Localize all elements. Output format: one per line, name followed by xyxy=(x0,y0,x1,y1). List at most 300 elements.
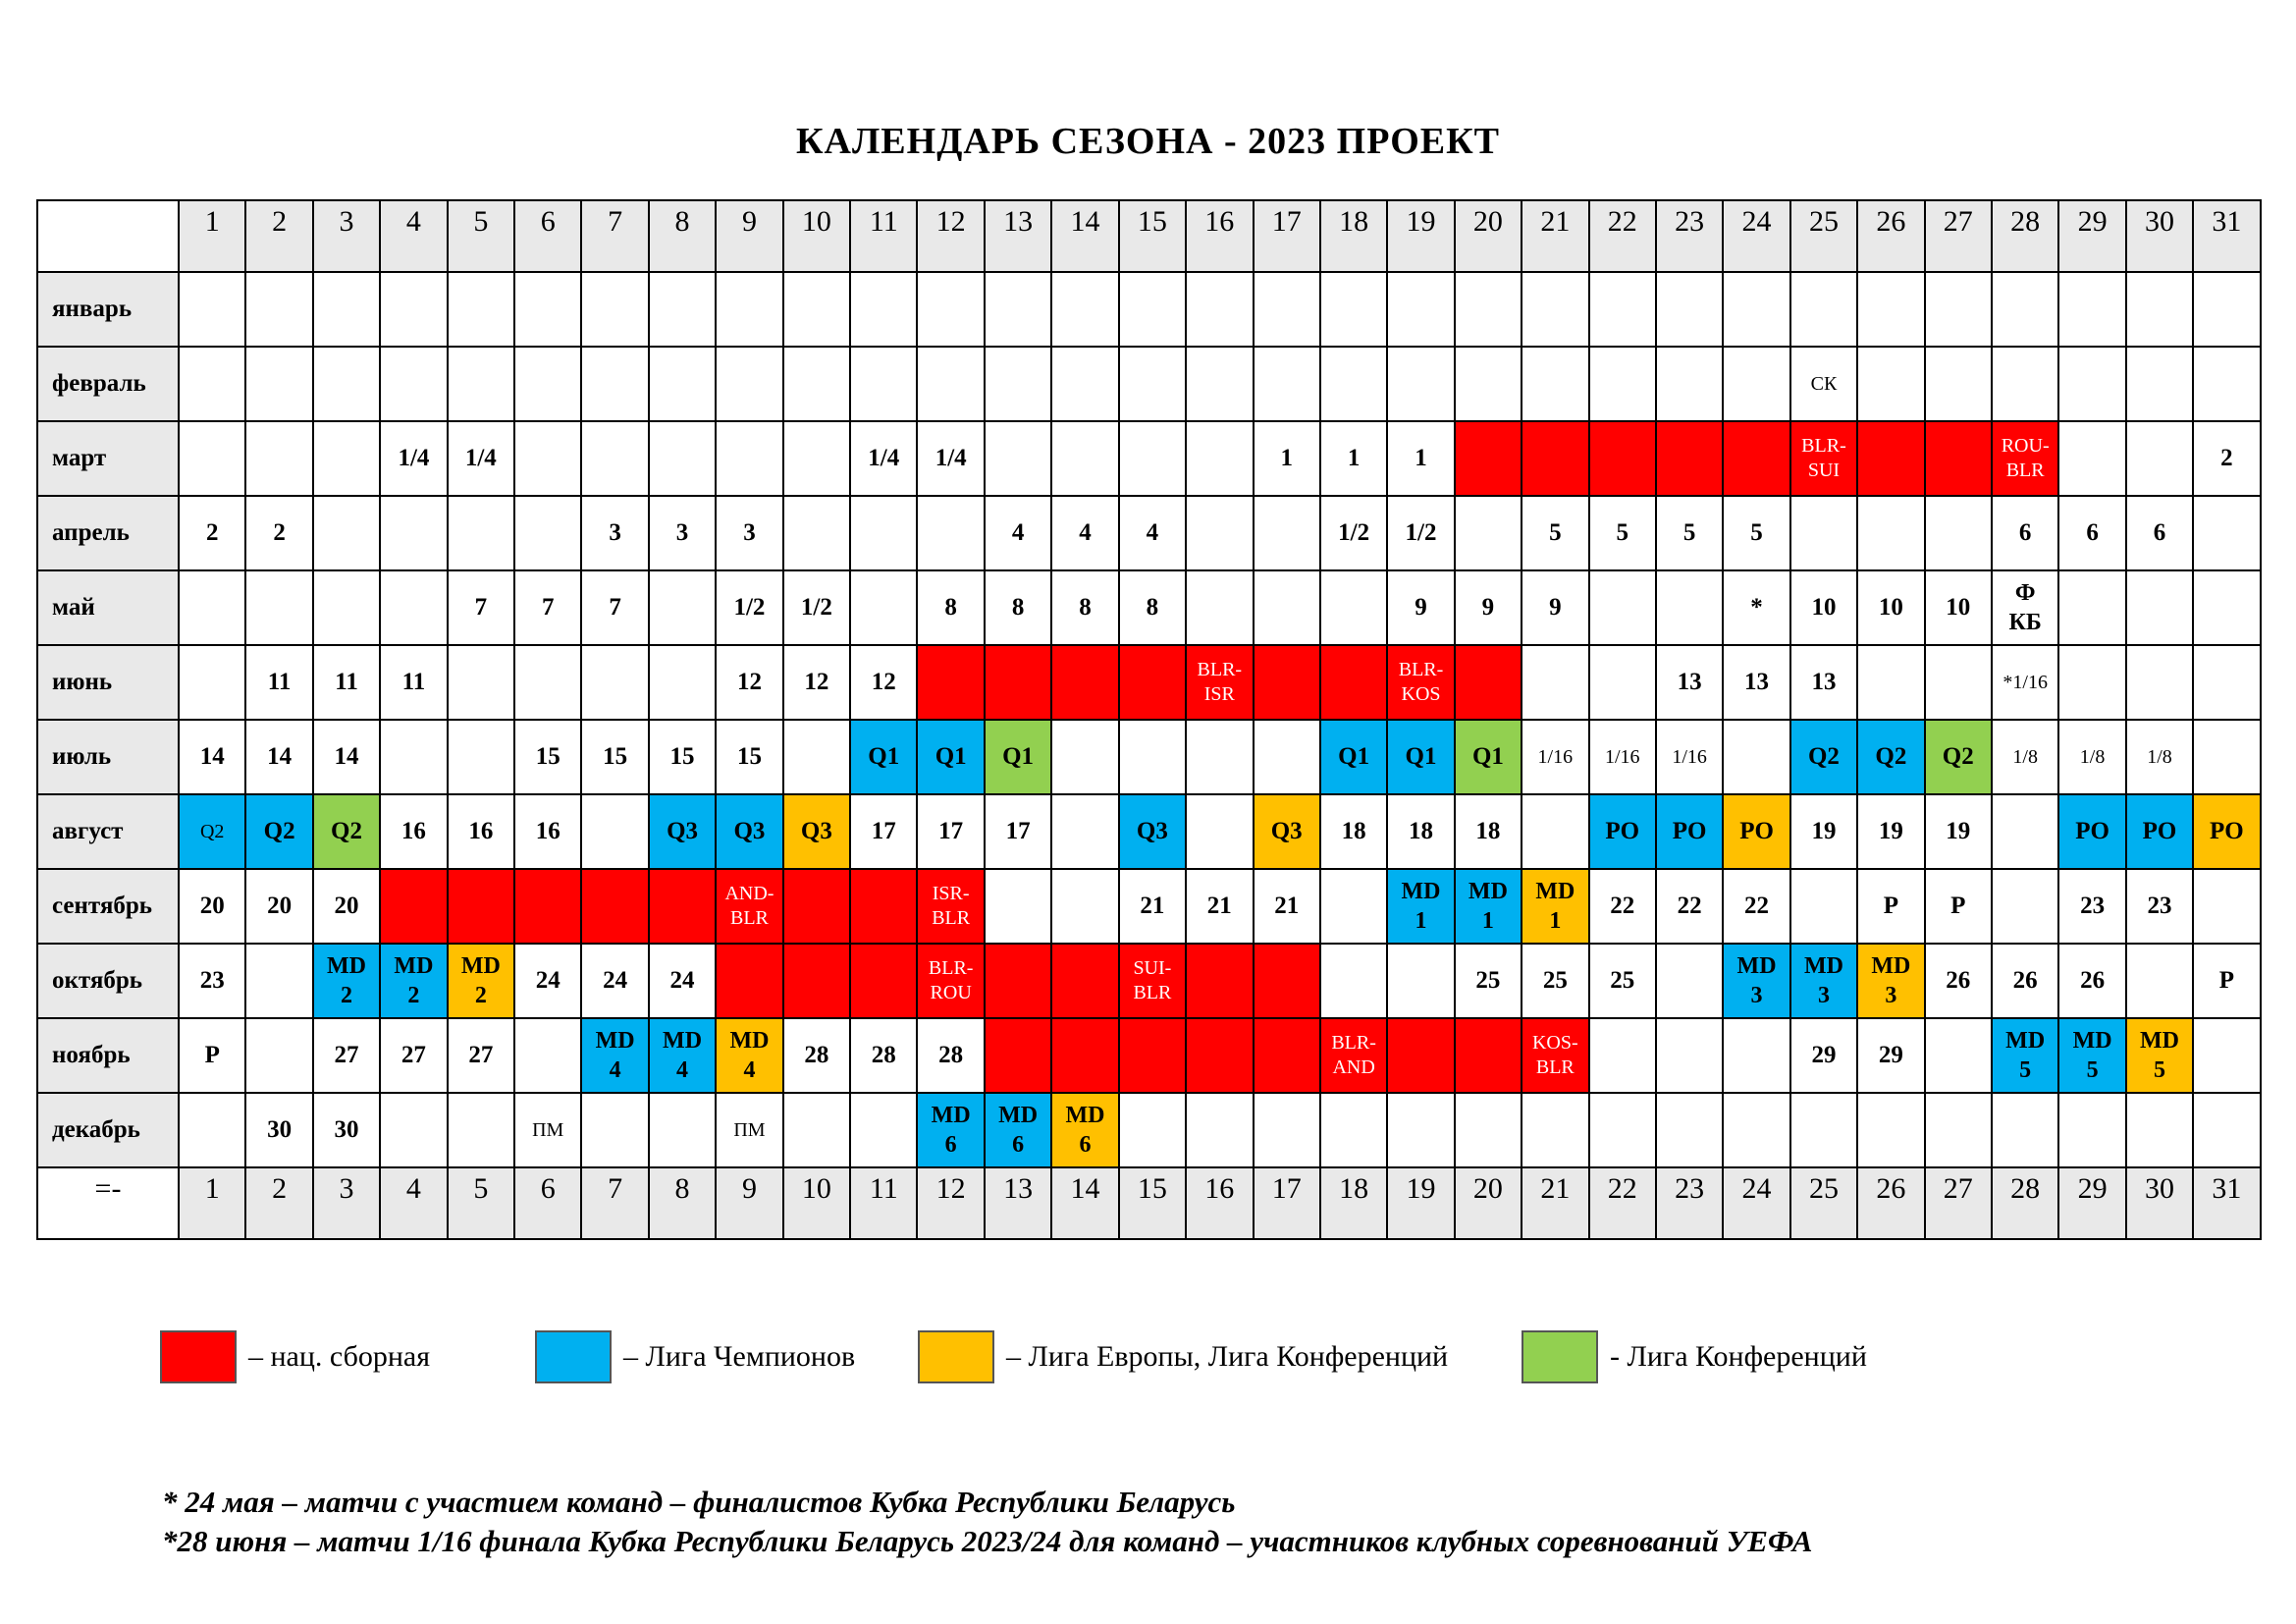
day-number: 18 xyxy=(1320,1167,1387,1239)
day-cell xyxy=(1723,1093,1789,1167)
cell-text: MD xyxy=(663,1028,703,1054)
footer-row xyxy=(37,1167,2261,1239)
cell-text: 6 xyxy=(1079,1132,1092,1158)
day-cell: 9 xyxy=(1455,570,1522,645)
month-label: март xyxy=(37,421,179,496)
day-cell xyxy=(1119,944,1186,1018)
cell-text: 4 xyxy=(676,1057,689,1083)
day-cell: СК xyxy=(1790,347,1857,421)
cell-text: SUI- xyxy=(1133,957,1172,979)
day-number: 12 xyxy=(917,1167,984,1239)
day-cell xyxy=(1254,944,1320,1018)
day-cell xyxy=(1522,421,1588,496)
day-number: 23 xyxy=(1656,200,1723,272)
day-cell: 20 xyxy=(179,869,245,944)
day-cell: 1/16 xyxy=(1522,720,1588,794)
day-cell xyxy=(245,570,312,645)
day-cell xyxy=(1723,1018,1789,1093)
day-cell xyxy=(1320,645,1387,720)
day-cell: 18 xyxy=(1387,794,1454,869)
cell-text: 5 xyxy=(2019,1057,2032,1083)
day-cell: 24 xyxy=(514,944,581,1018)
day-cell xyxy=(783,869,850,944)
cell-text: MD xyxy=(2005,1028,2046,1054)
day-cell: Q2 xyxy=(1857,720,1924,794)
day-cell xyxy=(581,645,648,720)
cell-text: MD xyxy=(1535,879,1575,904)
day-cell xyxy=(850,347,917,421)
day-cell: ПМ xyxy=(514,1093,581,1167)
day-number: 18 xyxy=(1320,200,1387,272)
day-cell xyxy=(1387,645,1454,720)
day-number: 3 xyxy=(313,1167,380,1239)
day-number: 25 xyxy=(1790,200,1857,272)
day-cell: 10 xyxy=(1857,570,1924,645)
day-cell xyxy=(1925,272,1992,347)
day-cell xyxy=(448,496,514,570)
day-cell xyxy=(1925,421,1992,496)
day-cell: 8 xyxy=(1119,570,1186,645)
day-cell: 8 xyxy=(985,570,1051,645)
legend-label: - Лига Конференций xyxy=(1610,1340,1867,1373)
day-cell xyxy=(1522,1018,1588,1093)
day-cell xyxy=(1656,944,1723,1018)
day-cell xyxy=(2193,496,2260,570)
day-cell xyxy=(1320,944,1387,1018)
day-number: 10 xyxy=(783,1167,850,1239)
day-cell xyxy=(985,1093,1051,1167)
day-cell: 23 xyxy=(2126,869,2193,944)
day-cell: Q1 xyxy=(850,720,917,794)
cell-text: MD xyxy=(1065,1103,1105,1128)
day-cell: 6 xyxy=(1992,496,2058,570)
day-cell xyxy=(380,496,447,570)
day-cell xyxy=(1119,1093,1186,1167)
cell-text: 6 xyxy=(1012,1132,1025,1158)
day-cell: 1/2 xyxy=(1320,496,1387,570)
day-cell: 16 xyxy=(448,794,514,869)
day-cell: Q1 xyxy=(1455,720,1522,794)
day-cell: 4 xyxy=(1119,496,1186,570)
day-cell xyxy=(245,347,312,421)
day-number: 28 xyxy=(1992,200,2058,272)
month-row xyxy=(37,944,2261,1018)
day-cell: PO xyxy=(1723,794,1789,869)
day-number: 27 xyxy=(1925,1167,1992,1239)
legend-swatch xyxy=(918,1330,994,1383)
day-cell xyxy=(581,421,648,496)
day-cell xyxy=(1387,347,1454,421)
day-cell: Р xyxy=(1925,869,1992,944)
day-cell: 3 xyxy=(716,496,782,570)
day-cell: 2 xyxy=(2193,421,2260,496)
day-cell: 24 xyxy=(649,944,716,1018)
cell-text: BLR- xyxy=(1331,1032,1376,1054)
day-cell xyxy=(1992,570,2058,645)
day-cell xyxy=(179,570,245,645)
day-cell xyxy=(783,421,850,496)
day-number: 31 xyxy=(2193,200,2260,272)
month-label: апрель xyxy=(37,496,179,570)
day-number: 19 xyxy=(1387,200,1454,272)
day-cell: 13 xyxy=(1790,645,1857,720)
cell-text: BLR xyxy=(730,907,769,929)
month-label: сентябрь xyxy=(37,869,179,944)
day-number: 16 xyxy=(1186,1167,1253,1239)
day-cell: 26 xyxy=(1992,944,2058,1018)
day-cell: 11 xyxy=(245,645,312,720)
month-row xyxy=(37,570,2261,645)
day-cell xyxy=(1992,794,2058,869)
day-cell xyxy=(1790,496,1857,570)
day-cell: * xyxy=(1723,570,1789,645)
legend-swatch xyxy=(1522,1330,1598,1383)
day-number: 26 xyxy=(1857,1167,1924,1239)
day-cell xyxy=(1455,1018,1522,1093)
day-number: 14 xyxy=(1051,200,1118,272)
cell-text: 4 xyxy=(743,1057,756,1083)
day-cell xyxy=(716,944,782,1018)
day-cell xyxy=(1589,347,1656,421)
cell-text: 1 xyxy=(1481,908,1494,934)
day-cell xyxy=(1589,421,1656,496)
cell-text: КБ xyxy=(2008,610,2042,635)
day-cell xyxy=(1387,1018,1454,1093)
day-cell xyxy=(850,272,917,347)
day-cell xyxy=(1790,869,1857,944)
day-cell xyxy=(1186,347,1253,421)
day-number: 2 xyxy=(245,200,312,272)
day-number: 7 xyxy=(581,1167,648,1239)
day-cell xyxy=(1723,944,1789,1018)
day-cell xyxy=(1387,869,1454,944)
legend xyxy=(0,1330,2296,1389)
day-cell xyxy=(1992,272,2058,347)
day-cell xyxy=(1522,645,1588,720)
cell-text: MD xyxy=(327,953,366,979)
cell-text: MD xyxy=(595,1028,635,1054)
day-cell: 21 xyxy=(1254,869,1320,944)
day-cell: 12 xyxy=(850,645,917,720)
day-cell: 3 xyxy=(581,496,648,570)
day-cell xyxy=(1723,421,1789,496)
day-cell xyxy=(1857,944,1924,1018)
day-number: 22 xyxy=(1589,200,1656,272)
day-cell: 1/8 xyxy=(1992,720,2058,794)
day-cell: 1/4 xyxy=(850,421,917,496)
day-cell xyxy=(514,421,581,496)
day-number: 3 xyxy=(313,200,380,272)
day-cell: Q1 xyxy=(1387,720,1454,794)
day-cell: 1 xyxy=(1387,421,1454,496)
day-cell xyxy=(1119,720,1186,794)
day-number: 12 xyxy=(917,200,984,272)
corner-cell xyxy=(37,200,179,272)
day-cell: Q3 xyxy=(716,794,782,869)
day-number: 8 xyxy=(649,1167,716,1239)
cell-text: MD xyxy=(1871,953,1911,979)
day-cell xyxy=(1925,645,1992,720)
day-cell xyxy=(917,645,984,720)
day-number: 15 xyxy=(1119,200,1186,272)
day-cell xyxy=(1656,1018,1723,1093)
day-cell xyxy=(1857,496,1924,570)
day-number: 28 xyxy=(1992,1167,2058,1239)
cell-text: BLR xyxy=(932,907,971,929)
cell-text: 1 xyxy=(1549,908,1562,934)
day-cell: 10 xyxy=(1925,570,1992,645)
day-number: 9 xyxy=(716,1167,782,1239)
day-cell xyxy=(1857,347,1924,421)
day-cell: 29 xyxy=(1857,1018,1924,1093)
day-cell: PO xyxy=(2193,794,2260,869)
day-cell xyxy=(2058,1018,2125,1093)
cell-text: BLR xyxy=(1133,982,1172,1003)
day-cell xyxy=(1254,1018,1320,1093)
day-cell: 1/8 xyxy=(2058,720,2125,794)
day-cell xyxy=(649,421,716,496)
cell-text: ROU xyxy=(930,982,972,1003)
day-cell: 22 xyxy=(1656,869,1723,944)
day-cell xyxy=(1387,272,1454,347)
day-cell xyxy=(380,347,447,421)
day-cell xyxy=(2058,347,2125,421)
cell-text: MD xyxy=(1401,879,1441,904)
day-cell xyxy=(1254,496,1320,570)
day-cell xyxy=(448,272,514,347)
day-cell xyxy=(716,421,782,496)
day-cell: Q3 xyxy=(783,794,850,869)
day-cell: 1/4 xyxy=(448,421,514,496)
cell-text: AND xyxy=(1332,1056,1375,1078)
day-number: 11 xyxy=(850,1167,917,1239)
day-number: 27 xyxy=(1925,200,1992,272)
day-number: 4 xyxy=(380,200,447,272)
day-number: 8 xyxy=(649,200,716,272)
day-cell: 29 xyxy=(1790,1018,1857,1093)
month-row xyxy=(37,720,2261,794)
day-cell xyxy=(1656,421,1723,496)
day-cell: 21 xyxy=(1119,869,1186,944)
cell-text: BLR- xyxy=(928,957,974,979)
legend-swatch xyxy=(535,1330,612,1383)
day-cell: 21 xyxy=(1186,869,1253,944)
day-cell xyxy=(850,496,917,570)
day-number: 9 xyxy=(716,200,782,272)
cell-text: MD xyxy=(460,953,501,979)
month-row xyxy=(37,496,2261,570)
day-cell xyxy=(1254,645,1320,720)
day-cell xyxy=(1186,1093,1253,1167)
day-cell xyxy=(2058,421,2125,496)
day-cell: 1/2 xyxy=(783,570,850,645)
day-cell xyxy=(649,272,716,347)
day-cell xyxy=(1522,869,1588,944)
day-cell: 22 xyxy=(1723,869,1789,944)
cell-text: 6 xyxy=(944,1132,957,1158)
day-cell xyxy=(179,272,245,347)
corner-cell: =- xyxy=(37,1167,179,1239)
day-cell: PO xyxy=(1589,794,1656,869)
day-cell xyxy=(2126,1093,2193,1167)
day-number: 5 xyxy=(448,200,514,272)
day-cell xyxy=(1589,1093,1656,1167)
month-label: январь xyxy=(37,272,179,347)
day-cell xyxy=(1723,720,1789,794)
day-number: 22 xyxy=(1589,1167,1656,1239)
day-cell xyxy=(1051,869,1118,944)
day-cell xyxy=(1186,570,1253,645)
day-cell xyxy=(514,496,581,570)
day-cell: 14 xyxy=(313,720,380,794)
cell-text: BLR- xyxy=(1398,659,1444,680)
day-cell xyxy=(1320,1018,1387,1093)
day-cell xyxy=(380,570,447,645)
day-cell xyxy=(1857,645,1924,720)
day-cell xyxy=(1320,869,1387,944)
day-cell xyxy=(514,645,581,720)
cell-text: 1 xyxy=(1415,908,1427,934)
day-cell xyxy=(245,1018,312,1093)
day-cell xyxy=(1051,645,1118,720)
day-cell xyxy=(850,570,917,645)
cell-text: MD xyxy=(1803,953,1843,979)
day-cell xyxy=(1051,794,1118,869)
day-number: 20 xyxy=(1455,200,1522,272)
day-cell: 7 xyxy=(581,570,648,645)
day-cell xyxy=(1119,347,1186,421)
day-number: 4 xyxy=(380,1167,447,1239)
day-cell xyxy=(380,869,447,944)
cell-text: MD xyxy=(931,1103,971,1128)
day-number: 7 xyxy=(581,200,648,272)
day-number: 15 xyxy=(1119,1167,1186,1239)
day-cell xyxy=(1119,421,1186,496)
day-number: 24 xyxy=(1723,1167,1789,1239)
month-label: май xyxy=(37,570,179,645)
day-cell xyxy=(2126,1018,2193,1093)
day-cell: Р xyxy=(179,1018,245,1093)
day-number: 11 xyxy=(850,200,917,272)
day-cell: PO xyxy=(2126,794,2193,869)
day-cell: 12 xyxy=(783,645,850,720)
footnotes xyxy=(162,1483,1812,1561)
day-cell xyxy=(1119,645,1186,720)
day-cell xyxy=(649,1093,716,1167)
day-cell xyxy=(1455,421,1522,496)
day-cell xyxy=(1119,1018,1186,1093)
day-number: 21 xyxy=(1522,1167,1588,1239)
day-number: 16 xyxy=(1186,200,1253,272)
day-cell: 12 xyxy=(716,645,782,720)
day-cell xyxy=(2058,570,2125,645)
day-cell: 14 xyxy=(245,720,312,794)
day-cell xyxy=(313,421,380,496)
day-cell: Q3 xyxy=(1254,794,1320,869)
day-cell: 14 xyxy=(179,720,245,794)
day-cell xyxy=(1992,869,2058,944)
day-cell xyxy=(2193,1093,2260,1167)
day-cell: Q1 xyxy=(1320,720,1387,794)
day-cell xyxy=(783,944,850,1018)
day-number: 30 xyxy=(2126,1167,2193,1239)
day-number: 21 xyxy=(1522,200,1588,272)
day-cell: 19 xyxy=(1857,794,1924,869)
day-cell xyxy=(917,347,984,421)
day-cell xyxy=(1455,496,1522,570)
day-cell xyxy=(1992,1018,2058,1093)
day-cell xyxy=(514,272,581,347)
day-cell: 25 xyxy=(1455,944,1522,1018)
day-number: 26 xyxy=(1857,200,1924,272)
cell-text: MD xyxy=(998,1103,1039,1128)
day-cell xyxy=(1051,347,1118,421)
day-cell: 6 xyxy=(2126,496,2193,570)
day-cell xyxy=(1320,347,1387,421)
day-cell: 28 xyxy=(917,1018,984,1093)
day-cell xyxy=(2193,1018,2260,1093)
day-cell xyxy=(1186,272,1253,347)
day-cell xyxy=(2058,1093,2125,1167)
day-cell: 15 xyxy=(649,720,716,794)
day-cell: 9 xyxy=(1387,570,1454,645)
day-cell xyxy=(1522,1093,1588,1167)
day-cell xyxy=(2193,570,2260,645)
cell-text: ISR- xyxy=(932,883,970,904)
day-cell: 5 xyxy=(1723,496,1789,570)
day-number: 29 xyxy=(2058,1167,2125,1239)
day-cell xyxy=(1051,1018,1118,1093)
cell-text: SUI xyxy=(1807,460,1841,481)
day-cell xyxy=(1992,1093,2058,1167)
day-cell xyxy=(2126,272,2193,347)
day-cell: 4 xyxy=(1051,496,1118,570)
day-number: 23 xyxy=(1656,1167,1723,1239)
day-cell xyxy=(1186,794,1253,869)
day-cell xyxy=(448,1093,514,1167)
month-row xyxy=(37,421,2261,496)
day-cell xyxy=(1387,1093,1454,1167)
day-cell xyxy=(1387,944,1454,1018)
cell-text: MD xyxy=(1736,953,1777,979)
day-cell: 15 xyxy=(716,720,782,794)
day-cell xyxy=(581,869,648,944)
day-cell: 19 xyxy=(1925,794,1992,869)
day-cell xyxy=(1992,421,2058,496)
day-cell xyxy=(1723,347,1789,421)
day-cell xyxy=(179,347,245,421)
day-cell xyxy=(2193,347,2260,421)
day-cell xyxy=(1522,347,1588,421)
day-cell: ПМ xyxy=(716,1093,782,1167)
day-cell xyxy=(1051,272,1118,347)
day-cell xyxy=(1186,944,1253,1018)
cell-text: AND- xyxy=(724,883,774,904)
day-cell xyxy=(380,944,447,1018)
day-cell xyxy=(2126,944,2193,1018)
day-cell: 17 xyxy=(917,794,984,869)
day-number: 1 xyxy=(179,200,245,272)
day-number: 5 xyxy=(448,1167,514,1239)
day-cell xyxy=(716,869,782,944)
day-cell xyxy=(1254,347,1320,421)
day-number: 17 xyxy=(1254,1167,1320,1239)
day-cell xyxy=(1589,570,1656,645)
day-number: 6 xyxy=(514,1167,581,1239)
day-cell: 27 xyxy=(448,1018,514,1093)
day-cell: 22 xyxy=(1589,869,1656,944)
day-cell xyxy=(917,944,984,1018)
